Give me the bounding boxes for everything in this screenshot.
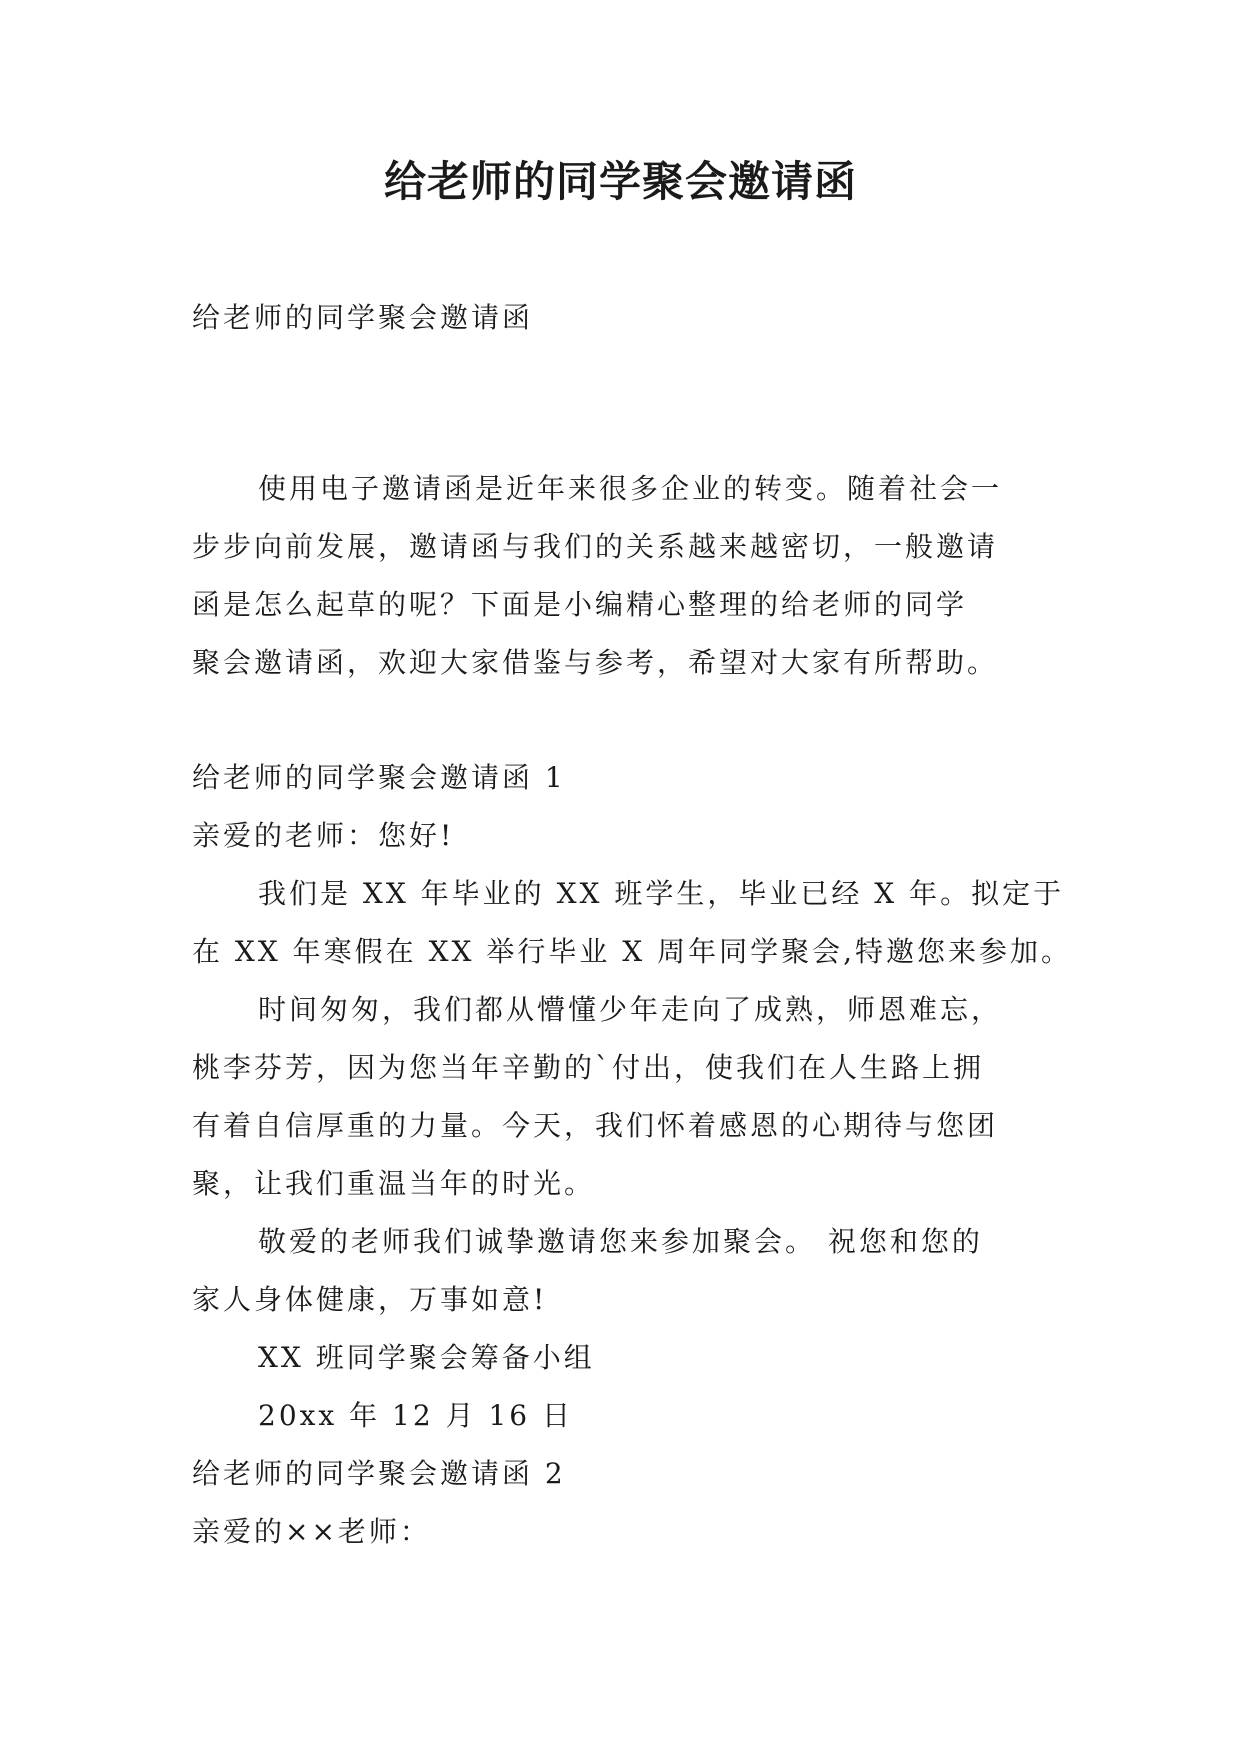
letter-2-heading: 给老师的同学聚会邀请函 2 [192, 1457, 566, 1490]
letter-1-line-1: 我们是 XX 年毕业的 XX 班学生，毕业已经 X 年。拟定于 [258, 877, 1065, 910]
subtitle-line: 给老师的同学聚会邀请函 [192, 301, 534, 334]
intro-line-4: 聚会邀请函，欢迎大家借鉴与参考，希望对大家有所帮助。 [192, 646, 999, 679]
intro-line-3: 函是怎么起草的呢？下面是小编精心整理的给老师的同学 [192, 588, 968, 621]
intro-line-1: 使用电子邀请函是近年来很多企业的转变。随着社会一 [258, 472, 1003, 505]
letter-1-heading: 给老师的同学聚会邀请函 1 [192, 761, 566, 794]
document-title: 给老师的同学聚会邀请函 [383, 157, 857, 206]
letter-1-line-7: 敬爱的老师我们诚挚邀请您来参加聚会。 祝您和您的 [258, 1225, 983, 1258]
letter-1-line-3: 时间匆匆，我们都从懵懂少年走向了成熟，师恩难忘， [258, 993, 1003, 1026]
letter-1-line-8: 家人身体健康，万事如意! [192, 1283, 548, 1316]
letter-1-line-6: 聚，让我们重温当年的时光。 [192, 1167, 596, 1200]
letter-1-signature: XX 班同学聚会筹备小组 [258, 1341, 595, 1374]
letter-1-date: 20xx 年 12 月 16 日 [258, 1399, 573, 1432]
intro-line-2: 步步向前发展，邀请函与我们的关系越来越密切，一般邀请 [192, 530, 999, 563]
letter-1-line-4: 桃李芬芳，因为您当年辛勤的`付出，使我们在人生路上拥 [192, 1051, 985, 1084]
letter-1-line-5: 有着自信厚重的力量。今天，我们怀着感恩的心期待与您团 [192, 1109, 999, 1142]
letter-2-salutation: 亲爱的××老师： [192, 1515, 431, 1548]
letter-1-salutation: 亲爱的老师：您好! [192, 819, 455, 852]
letter-1-line-2: 在 XX 年寒假在 XX 举行毕业 X 周年同学聚会,特邀您来参加。 [192, 935, 1072, 968]
